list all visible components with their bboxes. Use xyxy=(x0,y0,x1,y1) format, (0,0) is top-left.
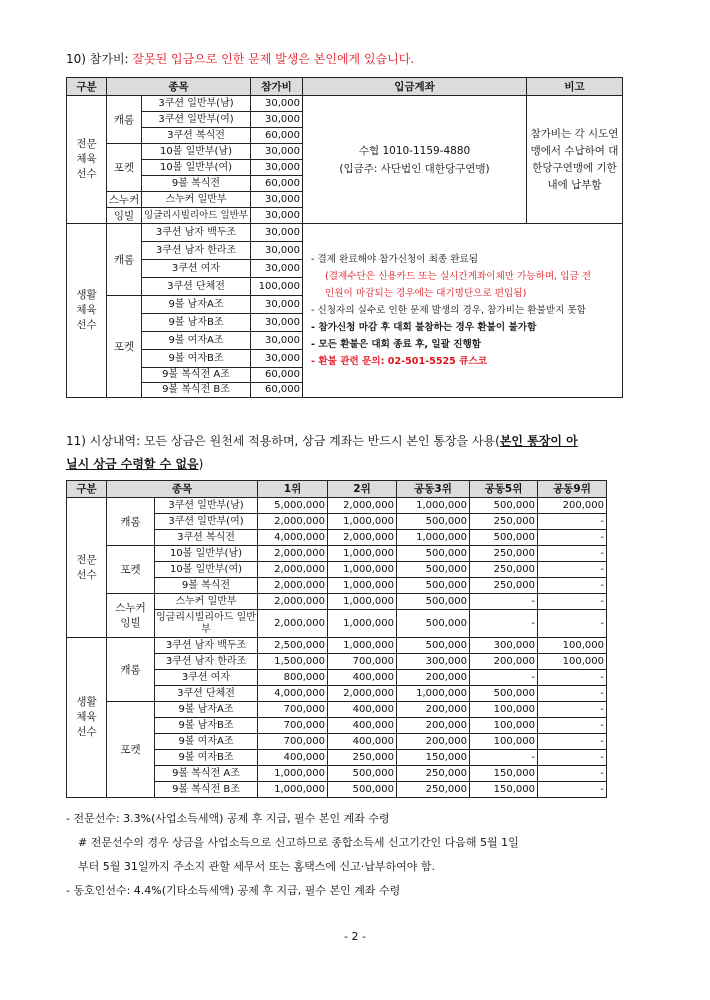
prize-value: 2,000,000 xyxy=(258,546,328,562)
note-line: - 모든 환불은 대회 종료 후, 일괄 진행함 xyxy=(311,339,482,350)
prize-value: - xyxy=(538,546,607,562)
prize-value: 400,000 xyxy=(258,750,328,766)
prize-value: - xyxy=(538,562,607,578)
fee-value: 30,000 xyxy=(251,260,303,278)
event-name: 9볼 여자B조 xyxy=(155,750,258,766)
prize-col-5th: 공동5위 xyxy=(470,481,538,498)
event-name: 3쿠션 단체전 xyxy=(142,278,251,296)
fee-value: 30,000 xyxy=(251,350,303,368)
table-row xyxy=(67,224,623,242)
note-line: - 참가신청 마감 후 대회 불참하는 경우 환불이 불가함 xyxy=(311,322,537,333)
fee-value: 30,000 xyxy=(251,208,303,224)
note-line: - 신청자의 실수로 인한 문제 발생의 경우, 참가비는 환불받지 못함 xyxy=(311,305,586,316)
prize-value: 150,000 xyxy=(397,750,470,766)
fee-heading-prefix: 10) 참가비: xyxy=(66,52,133,66)
event-name: 3쿠션 일반부(여) xyxy=(155,514,258,530)
prize-value: 700,000 xyxy=(258,718,328,734)
prize-value: - xyxy=(538,718,607,734)
prize-value: 100,000 xyxy=(470,702,538,718)
event-name: 9볼 복식전 B조 xyxy=(155,782,258,798)
prize-heading xyxy=(66,430,626,476)
fee-remark: 참가비는 각 시도연맹에서 수납하여 대한당구연맹에 기한 내에 납부함 xyxy=(527,96,623,224)
table-row xyxy=(67,594,607,610)
prize-value: - xyxy=(538,610,607,638)
prize-cat-pocket: 포켓 xyxy=(107,546,155,594)
event-name: 9볼 복식전 B조 xyxy=(142,383,251,398)
prize-value: - xyxy=(470,750,538,766)
prize-value: - xyxy=(538,750,607,766)
prize-value: 700,000 xyxy=(258,702,328,718)
fee-col-remark: 비고 xyxy=(527,78,623,96)
prize-value: 1,000,000 xyxy=(328,610,397,638)
prize-value: 300,000 xyxy=(470,638,538,654)
prize-value: - xyxy=(538,766,607,782)
prize-cat-snooker-english xyxy=(107,594,155,638)
prize-heading-underline-2: 닐시 상금 수령할 수 없음 xyxy=(66,457,199,471)
prize-value: 200,000 xyxy=(470,654,538,670)
prize-cat-snooker: 스누커 xyxy=(115,601,146,614)
prize-value: - xyxy=(538,670,607,686)
fee-heading-warning: 잘못된 입금으로 인한 문제 발생은 본인에게 있습니다. xyxy=(132,52,415,66)
event-name: 10볼 일반부(여) xyxy=(155,562,258,578)
prize-heading-text: 11) 시상내역: 모든 상금은 원천세 적용하며, 상금 계좌는 반드시 본인 통장을 사용( xyxy=(66,434,500,448)
prize-value: 700,000 xyxy=(328,654,397,670)
fee-value: 30,000 xyxy=(251,192,303,208)
fee-value: 60,000 xyxy=(251,176,303,192)
prize-value: 200,000 xyxy=(397,734,470,750)
table-row xyxy=(67,638,607,654)
fee-group-life: 생활 체육 선수 xyxy=(67,224,107,398)
prize-value: 150,000 xyxy=(470,782,538,798)
fee-heading xyxy=(66,50,414,68)
prize-value: 1,000,000 xyxy=(328,546,397,562)
fee-value: 30,000 xyxy=(251,314,303,332)
fee-value: 100,000 xyxy=(251,278,303,296)
event-name: 9볼 복식전 xyxy=(155,578,258,594)
prize-value: 500,000 xyxy=(470,498,538,514)
prize-value: 500,000 xyxy=(397,514,470,530)
prize-value: 2,000,000 xyxy=(328,686,397,702)
event-name: 3쿠션 남자 한라조 xyxy=(142,242,251,260)
fee-value: 60,000 xyxy=(251,368,303,383)
fee-col-category: 구분 xyxy=(67,78,107,96)
prize-value: - xyxy=(538,514,607,530)
prize-cat-carom-life: 캐롬 xyxy=(107,638,155,702)
prize-value: 1,000,000 xyxy=(328,638,397,654)
prize-value: 1,000,000 xyxy=(328,514,397,530)
prize-value: 500,000 xyxy=(470,686,538,702)
event-name: 9볼 여자A조 xyxy=(142,332,251,350)
prize-value: 250,000 xyxy=(328,750,397,766)
footer-note-amateur: - 동호인선수: 4.4%(기타소득세액) 공제 후 지급, 필수 본인 계좌 수령 xyxy=(66,884,401,897)
fee-value: 60,000 xyxy=(251,383,303,398)
fee-value: 30,000 xyxy=(251,242,303,260)
table-row xyxy=(67,546,607,562)
prize-value: - xyxy=(470,610,538,638)
prize-value: 250,000 xyxy=(470,514,538,530)
fee-col-fee: 참가비 xyxy=(251,78,303,96)
event-name: 3쿠션 남자 한라조 xyxy=(155,654,258,670)
prize-col-event: 종목 xyxy=(107,481,258,498)
fee-value: 30,000 xyxy=(251,160,303,176)
prize-value: 1,000,000 xyxy=(258,782,328,798)
footer-note-tax: # 전문선수의 경우 상금을 사업소득으로 신고하므로 종합소득세 신고기간인 다음해 5월 1일 xyxy=(78,836,519,849)
event-name: 잉글리시빌리아드 일반부 xyxy=(142,208,251,224)
event-name: 3쿠션 남자 백두조 xyxy=(142,224,251,242)
prize-group-pro: 전문 선수 xyxy=(67,498,107,638)
prize-heading-end: ) xyxy=(198,457,204,471)
fee-cat-english: 잉빌 xyxy=(107,208,142,224)
fee-value: 30,000 xyxy=(251,96,303,112)
account-number: 수협 1010-1159-4880 xyxy=(358,144,471,157)
prize-value: 500,000 xyxy=(328,766,397,782)
prize-cat-english: 잉빌 xyxy=(120,616,141,629)
footer-note-pro: - 전문선수: 3.3%(사업소득세액) 공제 후 지급, 필수 본인 계좌 수령 xyxy=(66,812,390,825)
note-line: - 결제 완료해야 참가신청이 최종 완료됨 xyxy=(311,254,479,265)
page-number: - 2 - xyxy=(344,930,366,943)
prize-value: 1,000,000 xyxy=(397,530,470,546)
fee-col-event: 종목 xyxy=(107,78,251,96)
prize-value: 400,000 xyxy=(328,670,397,686)
prize-value: 500,000 xyxy=(397,638,470,654)
prize-value: 1,000,000 xyxy=(258,766,328,782)
note-line: - 환불 관련 문의: 02-501-5525 큐스코 xyxy=(311,356,487,367)
prize-value: 400,000 xyxy=(328,734,397,750)
fee-table xyxy=(66,77,623,398)
prize-group-life: 생활 체육 선수 xyxy=(67,638,107,798)
prize-value: 100,000 xyxy=(538,638,607,654)
event-name: 9볼 남자B조 xyxy=(155,718,258,734)
fee-value: 30,000 xyxy=(251,224,303,242)
prize-value: 1,000,000 xyxy=(328,578,397,594)
footer-note-tax-2: 부터 5월 31일까지 주소지 관할 세무서 또는 홈택스에 신고·납부하여야 함. xyxy=(78,860,435,873)
prize-value: 200,000 xyxy=(397,670,470,686)
prize-col-3rd: 공동3위 xyxy=(397,481,470,498)
prize-value: 200,000 xyxy=(397,718,470,734)
fee-value: 60,000 xyxy=(251,128,303,144)
prize-value: 700,000 xyxy=(258,734,328,750)
prize-value: 200,000 xyxy=(538,498,607,514)
event-name: 3쿠션 여자 xyxy=(155,670,258,686)
prize-value: 250,000 xyxy=(470,578,538,594)
event-name: 3쿠션 일반부(여) xyxy=(142,112,251,128)
prize-value: 300,000 xyxy=(397,654,470,670)
table-row xyxy=(67,702,607,718)
prize-value: - xyxy=(538,702,607,718)
prize-col-2nd: 2위 xyxy=(328,481,397,498)
event-name: 잉글리시빌리아드 일반부 xyxy=(155,610,258,638)
note-line: 인원이 마감되는 경우에는 대기명단으로 편입됨) xyxy=(325,288,527,299)
prize-header-row xyxy=(67,481,607,498)
fee-cat-carom: 캐롬 xyxy=(107,96,142,144)
event-name: 3쿠션 복식전 xyxy=(142,128,251,144)
prize-value: 5,000,000 xyxy=(258,498,328,514)
prize-value: 250,000 xyxy=(397,782,470,798)
event-name: 10볼 일반부(여) xyxy=(142,160,251,176)
prize-table xyxy=(66,480,607,798)
fee-value: 30,000 xyxy=(251,112,303,128)
prize-value: - xyxy=(538,578,607,594)
prize-col-category: 구분 xyxy=(67,481,107,498)
prize-value: 250,000 xyxy=(397,766,470,782)
prize-value: 150,000 xyxy=(470,766,538,782)
prize-value: 500,000 xyxy=(328,782,397,798)
account-holder: (입금주: 사단법인 대한당구연맹) xyxy=(339,162,490,175)
prize-value: 100,000 xyxy=(470,718,538,734)
prize-value: 500,000 xyxy=(397,578,470,594)
fee-value: 30,000 xyxy=(251,332,303,350)
prize-value: 250,000 xyxy=(470,546,538,562)
prize-value: 1,500,000 xyxy=(258,654,328,670)
event-name: 9볼 남자A조 xyxy=(142,296,251,314)
event-name: 9볼 여자B조 xyxy=(142,350,251,368)
event-name: 스누커 일반부 xyxy=(142,192,251,208)
table-row xyxy=(67,96,623,112)
prize-value: 1,000,000 xyxy=(397,686,470,702)
prize-value: 500,000 xyxy=(397,546,470,562)
fee-value: 30,000 xyxy=(251,296,303,314)
prize-cat-pocket-life: 포켓 xyxy=(107,702,155,798)
prize-col-1st: 1위 xyxy=(258,481,328,498)
prize-value: 2,000,000 xyxy=(258,594,328,610)
prize-value: 2,000,000 xyxy=(258,610,328,638)
prize-value: 4,000,000 xyxy=(258,686,328,702)
fee-group-pro: 전문 체육 선수 xyxy=(67,96,107,224)
prize-value: 4,000,000 xyxy=(258,530,328,546)
prize-value: 2,000,000 xyxy=(258,578,328,594)
fee-cat-pocket-life: 포켓 xyxy=(107,296,142,398)
prize-value: - xyxy=(538,686,607,702)
prize-value: - xyxy=(470,594,538,610)
prize-value: - xyxy=(538,782,607,798)
prize-value: 2,000,000 xyxy=(328,530,397,546)
prize-value: 2,000,000 xyxy=(258,562,328,578)
prize-value: 800,000 xyxy=(258,670,328,686)
event-name: 9볼 복식전 A조 xyxy=(142,368,251,383)
prize-value: - xyxy=(538,734,607,750)
event-name: 9볼 남자B조 xyxy=(142,314,251,332)
event-name: 3쿠션 일반부(남) xyxy=(142,96,251,112)
prize-value: 200,000 xyxy=(397,702,470,718)
prize-value: 400,000 xyxy=(328,702,397,718)
event-name: 10볼 일반부(남) xyxy=(142,144,251,160)
event-name: 3쿠션 남자 백두조 xyxy=(155,638,258,654)
prize-value: 100,000 xyxy=(470,734,538,750)
prize-value: 500,000 xyxy=(397,562,470,578)
fee-value: 30,000 xyxy=(251,144,303,160)
prize-value: 2,000,000 xyxy=(258,514,328,530)
prize-value: 400,000 xyxy=(328,718,397,734)
fee-cat-carom-life: 캐롬 xyxy=(107,224,142,296)
prize-value: - xyxy=(470,670,538,686)
prize-heading-underline: 본인 통장이 아 xyxy=(499,434,578,448)
event-name: 3쿠션 단체전 xyxy=(155,686,258,702)
prize-value: 2,500,000 xyxy=(258,638,328,654)
event-name: 9볼 복식전 A조 xyxy=(155,766,258,782)
prize-value: 500,000 xyxy=(397,594,470,610)
prize-value: 100,000 xyxy=(538,654,607,670)
event-name: 3쿠션 일반부(남) xyxy=(155,498,258,514)
event-name: 9볼 복식전 xyxy=(142,176,251,192)
fee-notes xyxy=(303,224,623,398)
event-name: 3쿠션 여자 xyxy=(142,260,251,278)
prize-value: - xyxy=(538,594,607,610)
note-line: (결제수단은 신용카드 또는 실시간계좌이체만 가능하며, 입금 전 xyxy=(325,271,592,282)
prize-value: - xyxy=(538,530,607,546)
event-name: 9볼 남자A조 xyxy=(155,702,258,718)
fee-account xyxy=(303,96,527,224)
fee-col-account: 입금계좌 xyxy=(303,78,527,96)
prize-value: 250,000 xyxy=(470,562,538,578)
prize-col-9th: 공동9위 xyxy=(538,481,607,498)
table-row xyxy=(67,498,607,514)
fee-cat-pocket: 포켓 xyxy=(107,144,142,192)
event-name: 9볼 여자A조 xyxy=(155,734,258,750)
event-name: 3쿠션 복식전 xyxy=(155,530,258,546)
prize-value: 1,000,000 xyxy=(328,594,397,610)
fee-cat-snooker: 스누커 xyxy=(107,192,142,208)
prize-value: 1,000,000 xyxy=(397,498,470,514)
prize-value: 1,000,000 xyxy=(328,562,397,578)
event-name: 10볼 일반부(남) xyxy=(155,546,258,562)
prize-value: 500,000 xyxy=(397,610,470,638)
prize-value: 500,000 xyxy=(470,530,538,546)
event-name: 스누커 일반부 xyxy=(155,594,258,610)
fee-header-row xyxy=(67,78,623,96)
prize-value: 2,000,000 xyxy=(328,498,397,514)
prize-cat-carom: 캐롬 xyxy=(107,498,155,546)
